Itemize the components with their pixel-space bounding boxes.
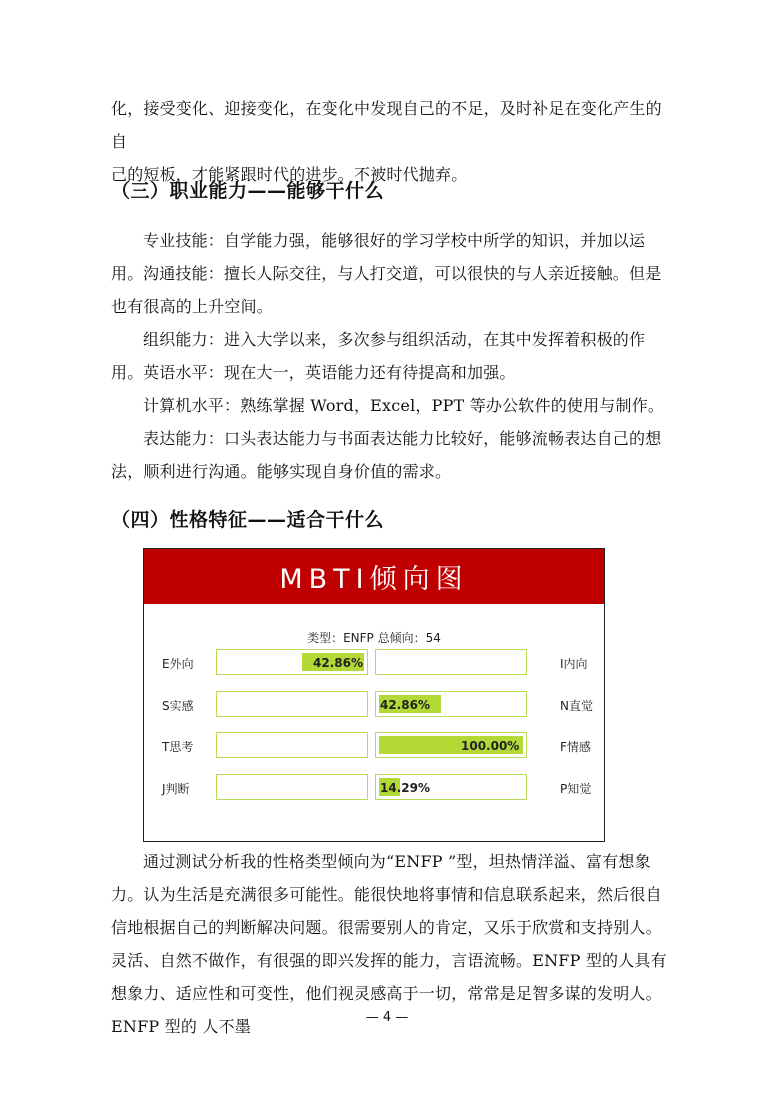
mbti-right-label: N直觉 [560, 699, 593, 713]
mbti-bar-right [375, 691, 527, 717]
mbti-percent-label: 42.86% [380, 698, 430, 712]
skill-professional: 专业技能：自学能力强，能够很好的学习学校中所学的知识，并加以运用。 [111, 231, 646, 283]
mbti-bar-left [216, 649, 368, 675]
mbti-bar-left [216, 691, 368, 717]
skill-expression: 表达能力：口头表达能力与书面表达能力比较好，能够流畅表达自己的想法，顺利进行沟通。能够实现自身价值的需求。 [111, 429, 662, 481]
mbti-bar-right [375, 732, 527, 758]
skill-communication: 沟通技能：擅长人际交往，与人打交道，可以很快的与人亲近接触。但是也有很高的上升空间。 [111, 264, 662, 316]
mbti-chart-title: MBTI倾向图 [144, 549, 604, 604]
skill-english: 英语水平：现在大一，英语能力还有待提高和加强。 [143, 363, 516, 382]
mbti-percent-label: 14.29% [380, 781, 430, 795]
section-4-heading: （四）性格特征——适合干什么 [111, 509, 385, 531]
mbti-row [144, 649, 604, 675]
mbti-left-label: E外向 [162, 657, 194, 671]
mbti-right-label: P知觉 [560, 782, 592, 796]
skill-organization: 组织能力：进入大学以来，多次参与组织活动，在其中发挥着积极的作用。 [111, 330, 646, 382]
mbti-bar-right [375, 774, 527, 800]
mbti-row [144, 732, 604, 758]
mbti-right-label: F情感 [560, 740, 591, 754]
mbti-bar-left [216, 774, 368, 800]
mbti-chart [143, 548, 605, 842]
mbti-bar-right [375, 649, 527, 675]
intro-line-1: 化，接受变化、迎接变化，在变化中发现自己的不足，及时补足在变化产生的自 [111, 99, 662, 151]
section-3-heading: （三）职业能力——能够干什么 [111, 180, 385, 202]
intro-line-2: 己的短板，才能紧跟时代的进步。不被时代抛弃。 [111, 165, 468, 184]
personality-paragraph: 通过测试分析我的性格类型倾向为“ENFP ”型，坦热情洋溢、富有想象力。认为生活是充满很多可能性。能很快地将事情和信息联系起来，然后很自信地根据自己的判断解决问题。很需要别人的肯定，又乐于欣赏和支持别人。灵活、自然不做作，有很强的即兴发挥的能力，言语流畅。ENFP 型的人具有想象力、适应性和可变性，他们视灵感高于一切，常常是足智多谋的发明人。ENFP 型的 人不墨 [111, 852, 667, 1036]
page-number: — 4 — [365, 1010, 409, 1025]
skill-computer: 计算机水平：熟练掌握 Word，Excel，PPT 等办公软件的使用与制作。 [143, 396, 665, 415]
mbti-row [144, 774, 604, 800]
mbti-summary: 类型：ENFP 总倾向：54 [307, 631, 441, 645]
mbti-percent-label: 100.00% [461, 739, 520, 753]
mbti-left-label: J判断 [162, 782, 190, 796]
mbti-percent-label: 42.86% [313, 656, 363, 670]
mbti-row [144, 691, 604, 717]
mbti-left-label: T思考 [162, 740, 194, 754]
mbti-left-label: S实感 [162, 699, 194, 713]
mbti-bar-left [216, 732, 368, 758]
mbti-right-label: I内向 [560, 657, 588, 671]
